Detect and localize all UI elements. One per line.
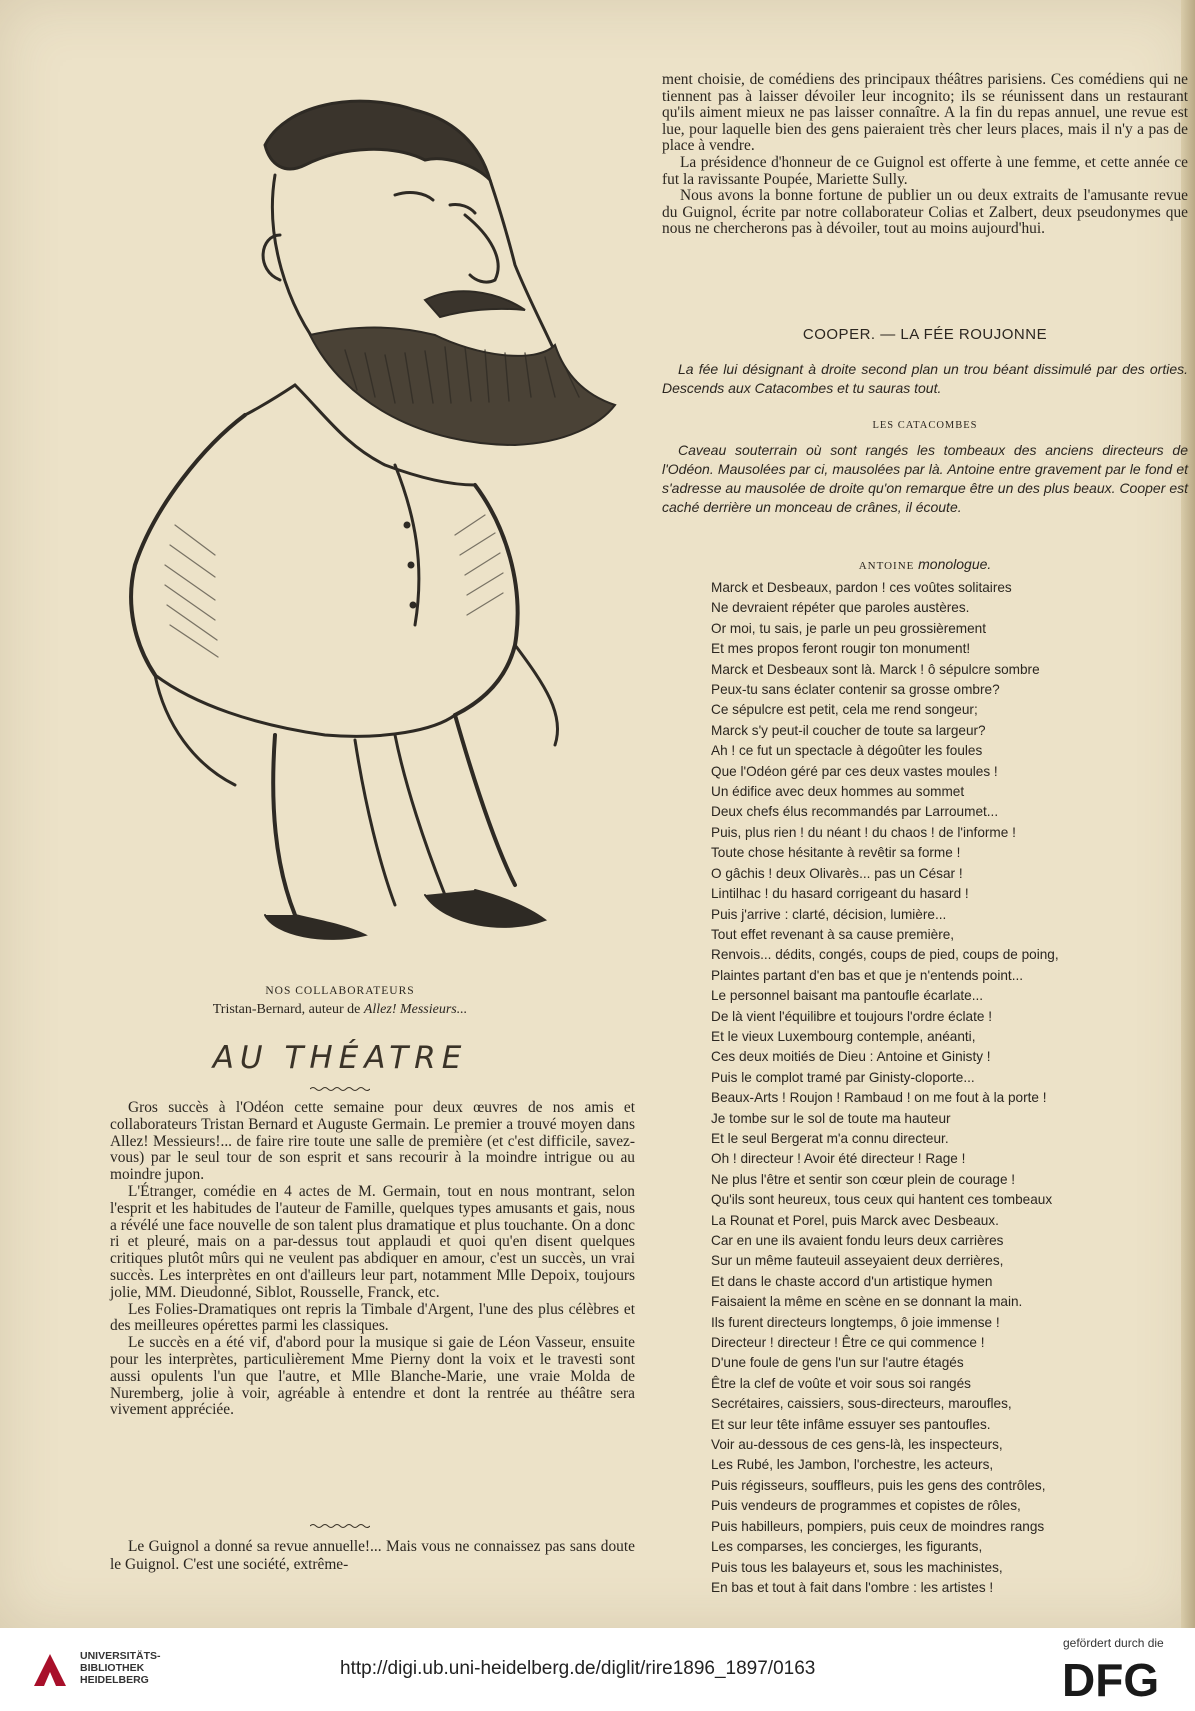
left-column-end xyxy=(110,1538,635,1573)
section-title: AU THÉATRE xyxy=(212,1040,468,1076)
paragraph: Gros succès à l'Odéon cette semaine pour deux œuvres de nos amis et collaborateurs Tristan Bernard et Auguste Germain. Le premier a trouvé moyen dans Allez! Messieurs!... de faire rire toute une salle de première (et c'est difficile, savez-vous) par le seul tour de son esprit et sans recourir à la moindre intrigue ou au moindre jupon. xyxy=(110,1099,635,1184)
verse-line: Car en une ils avaient fondu leurs deux carrières xyxy=(711,1233,1004,1248)
verse-line: Toute chose hésitante à revêtir sa forme ! xyxy=(711,845,961,861)
paragraph: L'Étranger, comédie en 4 actes de M. Germain, tout en nous montrant, selon l'esprit et les habitudes de l'auteur de Famille, quelques types amusants et gais, nous a révélé une face nouvelle de son talent plus dramatique et plus touchante. On a donc ri et pleuré, mais on a par-dessus tout applaudi et quoi qu'en disent quelques critiques plutôt mûrs qui ne veulent pas abdiquer en amour, c'est un succès, un vrai succès. Les interprètes en ont d'ailleurs leur part, notamment Mlle Depoix, toujours jolie, MM. Dieudonné, Siblot, Rousselle, Franck, etc. xyxy=(110,1182,635,1301)
verse-line: Ne devraient répéter que paroles austères. xyxy=(711,600,970,616)
university-library-logo-icon xyxy=(30,1650,70,1690)
verse-line: Plaintes partant d'en bas et que je n'entends point... xyxy=(711,967,1024,983)
caption-prefix: Tristan-Bernard, auteur de xyxy=(212,1002,364,1017)
verse-line: Et mes propos feront rougir ton monument! xyxy=(711,641,971,657)
illustration-caption xyxy=(60,1002,620,1018)
paragraph: ment choisie, de comédiens des principaux théâtres parisiens. Ces comédiens qui ne tiennent pas à laisser dévoiler leur incognito; ils se réunissent dans un restaurant qu'ils aiment mieux ne pas laisser connaître. A la fin du repas annuel, une revue est lue, pour laquelle bien des gens paieraient très cher leurs places, mais il n'y a pas de place à vendre. xyxy=(662,71,1188,155)
library-name xyxy=(80,1650,161,1686)
library-name-line: HEIDELBERG xyxy=(80,1674,149,1686)
footer-bar xyxy=(0,1628,1195,1711)
library-name-line: UNIVERSITÄTS- xyxy=(80,1650,161,1662)
dfg-logo xyxy=(1062,1656,1180,1700)
verse-line: La Rounat et Porel, puis Marck avec Desbeaux. xyxy=(711,1212,999,1228)
verse-line: Voir au-dessous de ces gens-là, les inspecteurs, xyxy=(711,1437,1003,1453)
paragraph: Le Guignol a donné sa revue annuelle!... Mais vous ne connaissez pas sans doute le Guignol. C'est une société, extrême- xyxy=(110,1538,635,1573)
funded-by-label: gefördert durch die xyxy=(1063,1636,1164,1650)
left-column-body xyxy=(110,1100,635,1419)
verse-line: Or moi, tu sais, je parle un peu grossièrement xyxy=(711,620,987,636)
monologue-verses xyxy=(711,578,1181,1598)
page-spine-edge xyxy=(1181,0,1195,1628)
verse-line: Puis vendeurs de programmes et copistes de rôles, xyxy=(711,1498,1021,1514)
verse-line: Sur un même fauteuil asseyaient deux derrières, xyxy=(711,1253,1004,1269)
verse-line: O gâchis ! deux Olivarès... pas un César ! xyxy=(711,865,963,881)
verse-line: En bas et tout à fait dans l'ombre : les artistes ! xyxy=(711,1579,994,1595)
verse-line: Et sur leur tête infâme essuyer ses pantoufles. xyxy=(711,1416,991,1432)
section-flourish xyxy=(310,1522,370,1530)
verse-line: Marck et Desbeaux sont là. Marck ! ô sépulcre sombre xyxy=(711,661,1040,677)
permalink-url[interactable]: http://digi.ub.uni-heidelberg.de/diglit/rire1896_1897/0163 xyxy=(340,1658,816,1679)
caricature-illustration xyxy=(95,85,655,965)
verse-line: Faisaient la même en scène en se donnant la main. xyxy=(711,1294,1023,1310)
verse-line: Être la clef de voûte et voir sous soi rangés xyxy=(711,1375,971,1391)
verse-line: Ah ! ce fut un spectacle à dégoûter les foules xyxy=(711,743,983,759)
verse-line: Oh ! directeur ! Avoir été directeur ! Rage ! xyxy=(711,1151,966,1167)
verse-line: Ne plus l'être et sentir son cœur plein de courage ! xyxy=(711,1171,1016,1187)
illustration-heading: NOS COLLABORATEURS xyxy=(265,985,415,997)
verse-line: Ce sépulcre est petit, cela me rend songeur; xyxy=(711,702,978,718)
verse-line: Ils furent directeurs longtemps, ô joie immense ! xyxy=(711,1314,1000,1330)
stage-direction: Caveau souterrain où sont rangés les tombeaux des anciens directeurs de l'Odéon. Mausolées par ci, mausolées par là. Antoine entre gravement par le fond et s'adresse au mausolée de droite qu'on remarque être un des plus beaux. Cooper est caché derrière un monceau de crânes, il écoute. xyxy=(662,442,1188,515)
verse-line: Et le vieux Luxembourg contemple, anéanti, xyxy=(711,1028,976,1044)
verse-line: D'une foule de gens l'un sur l'autre étagés xyxy=(711,1355,964,1371)
verse-line: Marck s'y peut-il coucher de toute sa largeur? xyxy=(711,722,986,738)
verse-line: Renvois... dédits, congés, coups de pied, coups de poing, xyxy=(711,947,1059,963)
library-name-line: BIBLIOTHEK xyxy=(80,1662,145,1674)
right-column-intro xyxy=(662,72,1188,238)
verse-line: Peux-tu sans éclater contenir sa grosse ombre? xyxy=(711,682,1000,698)
speaker-name: ANTOINE xyxy=(858,560,915,572)
verse-line: Les Rubé, les Jambon, l'orchestre, les acteurs, xyxy=(711,1457,994,1473)
verse-line: Et le seul Bergerat m'a connu directeur. xyxy=(711,1130,949,1146)
scene-title: COOPER. — LA FÉE ROUJONNE xyxy=(802,326,1048,343)
speaker-line xyxy=(662,556,1188,572)
paragraph: Les Folies-Dramatiques ont repris la Timbale d'Argent, l'une des plus célèbres et des meilleures opérettes parmi les classiques. xyxy=(110,1300,635,1335)
verse-line: Marck et Desbeaux, pardon ! ces voûtes solitaires xyxy=(711,580,1012,595)
verse-line: Les comparses, les concierges, les figurants, xyxy=(711,1539,983,1555)
verse-line: Deux chefs élus recommandés par Larroumet... xyxy=(711,804,999,820)
speaker-direction: monologue. xyxy=(918,556,992,572)
verse-line: Directeur ! directeur ! Être ce qui commence ! xyxy=(711,1335,985,1351)
title-flourish xyxy=(310,1085,370,1093)
verse-line: Puis régisseurs, souffleurs, puis les gens des contrôles, xyxy=(711,1477,1046,1493)
dfg-logo-text: DFG xyxy=(1062,1656,1160,1700)
verse-line: Beaux-Arts ! Roujon ! Rambaud ! on me fout à la porte ! xyxy=(711,1090,1047,1106)
stage-direction: La fée lui désignant à droite second plan un trou béant dissimulé par des orties. Descends aux Catacombes et tu sauras tout. xyxy=(662,361,1188,396)
verse-line: Puis j'arrive : clarté, décision, lumière... xyxy=(711,906,947,922)
verse-line: Puis habilleurs, pompiers, puis ceux de moindres rangs xyxy=(711,1518,1045,1534)
paragraph: La présidence d'honneur de ce Guignol est offerte à une femme, et cette année ce fut la ravissante Poupée, Mariette Sully. xyxy=(662,153,1188,188)
verse-line: Ces deux moitiés de Dieu : Antoine et Ginisty ! xyxy=(711,1049,991,1065)
verse-line: Tout effet revenant à sa cause première, xyxy=(711,926,955,942)
verse-line: Je tombe sur le sol de toute ma hauteur xyxy=(711,1110,951,1126)
verse-line: Puis, plus rien ! du néant ! du chaos ! de l'informe ! xyxy=(711,824,1016,840)
verse-line: Puis tous les balayeurs et, sous les machinistes, xyxy=(711,1559,1003,1575)
verse-line: Et dans le chaste accord d'un artistique hymen xyxy=(711,1273,993,1289)
verse-line: Un édifice avec deux hommes au sommet xyxy=(711,784,965,800)
verse-line: Que l'Odéon géré par ces deux vastes moules ! xyxy=(711,763,998,779)
verse-line: De là vient l'équilibre et toujours l'ordre éclate ! xyxy=(711,1008,992,1024)
verse-line: Puis le complot tramé par Ginisty-cloporte... xyxy=(711,1069,975,1085)
paragraph: Le succès en a été vif, d'abord pour la musique si gaie de Léon Vasseur, ensuite pour les interprètes, particulièrement Mme Pierny dont la voix et le travesti sont aussi opulents l'un que l'autre, et Mlle Blanche-Marie, une vraie Molda de Nuremberg, jolie à voir, agréable à entendre et dont la rentrée au théâtre sera vivement appréciée. xyxy=(110,1334,635,1419)
verse-line: Secrétaires, caissiers, sous-directeurs, maroufles, xyxy=(711,1396,1012,1412)
caption-work-title: Allez! Messieurs... xyxy=(363,1002,468,1017)
verse-line: Lintilhac ! du hasard corrigeant du hasard ! xyxy=(711,886,969,902)
paragraph: Nous avons la bonne fortune de publier un ou deux extraits de l'amusante revue du Guignol, écrite par notre collaborateur Colias et Zalbert, deux pseudonymes que nous ne chercherons pas à dévoiler, tout au moins aujourd'hui. xyxy=(662,187,1188,238)
verse-line: Le personnel baisant ma pantoufle écarlate... xyxy=(711,988,984,1004)
verse-line: Qu'ils sont heureux, tous ceux qui hantent ces tombeaux xyxy=(711,1192,1053,1208)
scene-location: LES CATACOMBES xyxy=(872,420,978,431)
